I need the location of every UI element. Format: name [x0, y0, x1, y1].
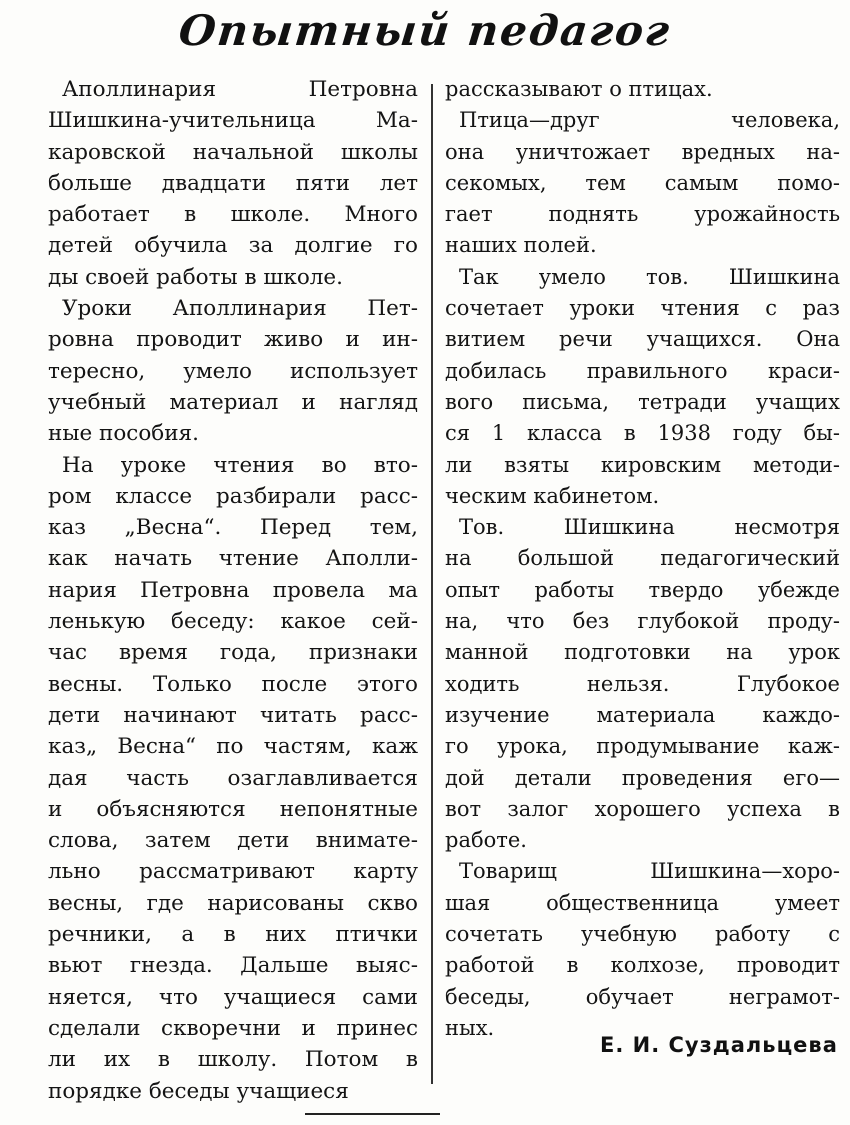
- right-column: [445, 74, 840, 1044]
- text-line: как начать чтение Аполли-: [48, 546, 418, 572]
- text-line: дой детали проведения его—: [445, 765, 840, 790]
- text-line: ленькую беседу: какое сей-: [48, 609, 418, 635]
- paragraph: [48, 293, 418, 449]
- text-line: и объясняются непонятные: [48, 796, 418, 822]
- paragraph: [48, 74, 418, 293]
- text-line: ром классе разбирали расс-: [48, 483, 418, 509]
- text-line: Аполлинария Петровна: [62, 77, 418, 102]
- text-line: вьют гнезда. Дальше выяс-: [48, 953, 418, 979]
- paragraph: [445, 856, 840, 1044]
- paragraph: [445, 74, 840, 105]
- text-line: каровской начальной школы: [48, 139, 418, 165]
- text-line: изучение материала каждо-: [445, 702, 840, 727]
- text-line: дети начинают читать расс-: [48, 702, 418, 728]
- text-line: работает в школе. Много: [48, 202, 418, 228]
- text-line: На уроке чтения во вто-: [62, 452, 418, 478]
- text-line: каз „Весна“. Перед тем,: [48, 515, 418, 541]
- text-line: льно рассматривают карту: [48, 859, 418, 885]
- text-line: весны, где нарисованы скво: [48, 890, 418, 916]
- text-line: ли взяты кировским методи-: [445, 452, 840, 477]
- text-line: вого письма, тетради учащих: [445, 389, 840, 414]
- text-line: нария Петровна провела ма: [48, 577, 418, 603]
- text-line: го урока, продумывание каж-: [445, 734, 840, 759]
- text-line: витием речи учащихся. Она: [445, 327, 840, 352]
- text-line: ровна проводит живо и ин-: [48, 327, 418, 353]
- text-line: больше двадцати пяти лет: [48, 170, 418, 196]
- text-line: рассказывают о птицах.: [445, 77, 713, 101]
- text-line: беседы, обучает неграмот-: [445, 984, 840, 1009]
- text-line: работой в колхозе, проводит: [445, 953, 840, 978]
- text-line: гает поднять урожайность: [445, 202, 840, 227]
- text-line: Шишкина-учительница Ма-: [48, 108, 418, 134]
- text-line: секомых, тем самым помо-: [445, 170, 840, 195]
- text-line: сочетает уроки чтения с раз: [445, 296, 840, 321]
- article-title: Опытный педагог: [176, 6, 674, 55]
- paragraph: [48, 450, 418, 1107]
- paragraph: [445, 262, 840, 512]
- text-line: на, что без глубокой проду-: [445, 609, 840, 634]
- text-line: тересно, умело использует: [48, 358, 418, 384]
- text-line: шая общественница умеет: [445, 890, 840, 915]
- text-line: ся 1 класса в 1938 году бы-: [445, 421, 840, 446]
- text-line: дая часть озаглавливается: [48, 765, 418, 791]
- bottom-rule: [305, 1113, 440, 1115]
- text-line: ных.: [445, 1015, 495, 1040]
- text-line: ли их в школу. Потом в: [48, 1047, 418, 1073]
- text-line: няется, что учащиеся сами: [48, 984, 418, 1010]
- text-line: Товарищ Шишкина—хоро-: [459, 859, 840, 884]
- text-line: наших полей.: [445, 233, 597, 258]
- text-line: Тов. Шишкина несмотря: [459, 515, 840, 540]
- column-divider: [431, 84, 433, 1084]
- author-signature: Е. И. Суздальцева: [600, 1033, 838, 1057]
- text-line: Уроки Аполлинария Пет-: [62, 296, 418, 322]
- text-line: вот залог хорошего успеха в: [445, 796, 840, 821]
- text-line: ные пособия.: [48, 421, 199, 447]
- text-line: учебный материал и нагляд: [48, 389, 418, 415]
- text-line: манной подготовки на урок: [445, 640, 840, 665]
- text-line: час время года, признаки: [48, 640, 418, 666]
- left-column: [48, 74, 418, 1107]
- text-line: ческим кабинетом.: [445, 483, 660, 508]
- text-line: речники, а в них птички: [48, 922, 418, 948]
- text-line: Птица—друг человека,: [459, 108, 840, 133]
- text-line: опыт работы твердо убежде: [445, 577, 840, 602]
- text-line: ды своей работы в школе.: [48, 264, 343, 290]
- paragraph: [445, 105, 840, 261]
- text-line: детей обучила за долгие го: [48, 233, 418, 259]
- text-line: она уничтожает вредных на-: [445, 139, 840, 164]
- text-line: ходить нельзя. Глубокое: [445, 671, 840, 696]
- text-line: сделали скворечни и принес: [48, 1015, 418, 1041]
- text-line: весны. Только после этого: [48, 671, 418, 697]
- paragraph: [445, 512, 840, 856]
- text-line: работе.: [445, 828, 527, 853]
- text-line: порядке беседы учащиеся: [48, 1078, 349, 1104]
- text-line: каз„ Весна“ по частям, каж: [48, 734, 418, 760]
- text-line: добилась правильного краси-: [445, 358, 840, 383]
- text-line: сочетать учебную работу с: [445, 922, 840, 947]
- text-line: на большой педагогический: [445, 546, 840, 571]
- text-line: Так умело тов. Шишкина: [459, 264, 840, 289]
- text-line: слова, затем дети внимате-: [48, 828, 418, 854]
